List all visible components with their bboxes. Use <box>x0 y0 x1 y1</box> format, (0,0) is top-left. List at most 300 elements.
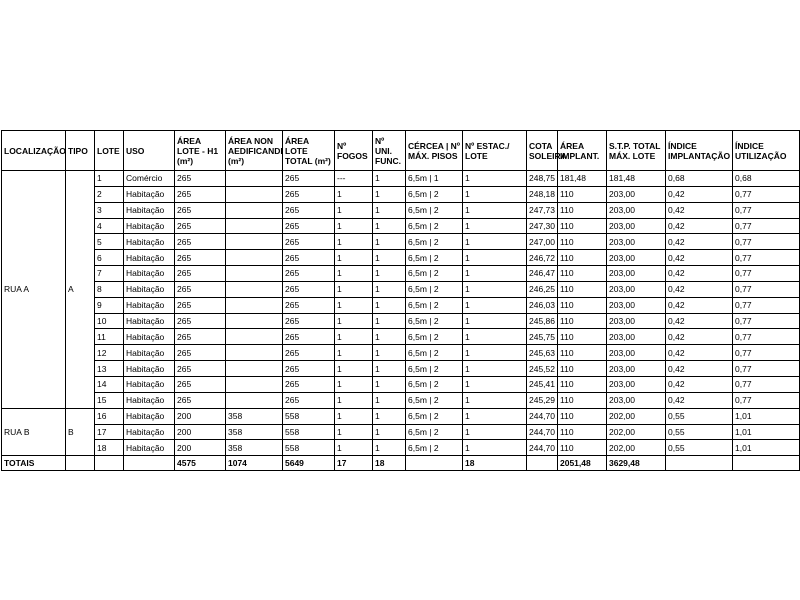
table-cell: 1 <box>373 313 406 329</box>
table-cell <box>226 250 283 266</box>
table-cell: 0,42 <box>666 297 733 313</box>
table-cell: 110 <box>558 218 607 234</box>
table-cell: 6,5m | 2 <box>406 234 463 250</box>
table-cell: 18 <box>95 440 124 456</box>
table-cell: 6,5m | 2 <box>406 218 463 234</box>
table-cell: 245,63 <box>527 345 558 361</box>
table-cell: 203,00 <box>607 361 666 377</box>
table-cell: 6,5m | 2 <box>406 392 463 408</box>
table-cell: 1 <box>335 440 373 456</box>
table-cell: 0,42 <box>666 329 733 345</box>
table-cell: 13 <box>95 361 124 377</box>
table-cell: 11 <box>95 329 124 345</box>
table-cell: 248,75 <box>527 171 558 187</box>
table-cell: 12 <box>95 345 124 361</box>
table-cell: 1 <box>463 424 527 440</box>
table-cell: 6 <box>95 250 124 266</box>
column-header: COTA SOLEIRA <box>527 131 558 171</box>
table-cell: 7 <box>95 266 124 282</box>
table-cell: 110 <box>558 424 607 440</box>
table-cell: 246,47 <box>527 266 558 282</box>
tipo-cell: A <box>66 171 95 409</box>
table-cell: 1 <box>463 250 527 266</box>
table-cell: 1 <box>373 329 406 345</box>
table-cell: 558 <box>283 424 335 440</box>
totals-cell: 4575 <box>175 456 226 471</box>
table-cell: 247,73 <box>527 202 558 218</box>
table-cell: 1 <box>373 345 406 361</box>
table-cell: 17 <box>95 424 124 440</box>
table-cell: 203,00 <box>607 234 666 250</box>
table-cell: 6,5m | 2 <box>406 202 463 218</box>
table-cell: Habitação <box>124 218 175 234</box>
localizacao-cell: RUA A <box>2 171 66 409</box>
table-row <box>2 361 800 377</box>
table-cell: 265 <box>175 234 226 250</box>
table-cell: 1 <box>335 361 373 377</box>
totals-cell: 2051,48 <box>558 456 607 471</box>
table-cell: 1 <box>373 408 406 424</box>
table-cell <box>226 266 283 282</box>
table-cell: 1 <box>463 281 527 297</box>
totals-cell: 17 <box>335 456 373 471</box>
table-cell: 0,77 <box>733 281 800 297</box>
table-cell: 244,70 <box>527 440 558 456</box>
table-cell: 203,00 <box>607 250 666 266</box>
table-cell: 110 <box>558 281 607 297</box>
table-cell: 265 <box>175 202 226 218</box>
totals-cell <box>733 456 800 471</box>
table-cell: 6,5m | 2 <box>406 297 463 313</box>
table-cell: 2 <box>95 186 124 202</box>
table-cell: 16 <box>95 408 124 424</box>
column-header: Nº ESTAC./ LOTE <box>463 131 527 171</box>
table-cell: 1 <box>335 218 373 234</box>
totals-cell <box>666 456 733 471</box>
table-cell: 1 <box>335 202 373 218</box>
column-header: ÁREA IMPLANT. <box>558 131 607 171</box>
table-cell: 203,00 <box>607 297 666 313</box>
table-cell: 265 <box>283 266 335 282</box>
table-cell: 5 <box>95 234 124 250</box>
table-cell: 265 <box>175 313 226 329</box>
table-row <box>2 250 800 266</box>
table-cell: 0,68 <box>666 171 733 187</box>
table-cell: 110 <box>558 266 607 282</box>
table-cell: 0,77 <box>733 186 800 202</box>
table-cell: --- <box>335 171 373 187</box>
table-cell <box>226 376 283 392</box>
table-row <box>2 266 800 282</box>
column-header: LOCALIZAÇÃO <box>2 131 66 171</box>
table-cell: 1 <box>373 376 406 392</box>
table-cell: 248,18 <box>527 186 558 202</box>
table-cell: 1 <box>335 250 373 266</box>
table-cell: 1 <box>373 297 406 313</box>
table-cell: 265 <box>175 171 226 187</box>
totals-row <box>2 456 800 471</box>
table-cell: Habitação <box>124 345 175 361</box>
table-cell: 1 <box>335 392 373 408</box>
table-cell: 265 <box>283 281 335 297</box>
table-cell <box>226 171 283 187</box>
table-cell: 1 <box>373 440 406 456</box>
table-cell: 558 <box>283 408 335 424</box>
table-row <box>2 424 800 440</box>
table-row <box>2 202 800 218</box>
totals-cell <box>124 456 175 471</box>
table-cell: 110 <box>558 440 607 456</box>
table-cell: 1 <box>335 424 373 440</box>
table-cell <box>226 186 283 202</box>
table-row <box>2 234 800 250</box>
table-cell: 265 <box>283 345 335 361</box>
table-cell: 6,5m | 2 <box>406 329 463 345</box>
table-body <box>2 171 800 471</box>
table-cell: Habitação <box>124 361 175 377</box>
table-cell: 203,00 <box>607 281 666 297</box>
table-cell: 202,00 <box>607 424 666 440</box>
table-row <box>2 345 800 361</box>
table-cell: 1 <box>463 218 527 234</box>
table-cell: 0,77 <box>733 313 800 329</box>
table-cell: 1 <box>335 408 373 424</box>
table-cell: 0,42 <box>666 234 733 250</box>
table-cell: 10 <box>95 313 124 329</box>
table-cell: 1 <box>335 345 373 361</box>
table-cell: 200 <box>175 408 226 424</box>
table-cell: 6,5m | 2 <box>406 440 463 456</box>
table-cell: 0,55 <box>666 424 733 440</box>
table-cell: 203,00 <box>607 329 666 345</box>
table-cell: 4 <box>95 218 124 234</box>
table-cell: Habitação <box>124 329 175 345</box>
table-cell: 110 <box>558 392 607 408</box>
table-cell: 0,77 <box>733 329 800 345</box>
table-cell: 265 <box>283 250 335 266</box>
table-cell: 200 <box>175 424 226 440</box>
table-cell: 265 <box>175 186 226 202</box>
table-cell: 1 <box>335 266 373 282</box>
column-header: ÍNDICE UTILIZAÇÃO <box>733 131 800 171</box>
table-cell <box>226 361 283 377</box>
totals-cell <box>95 456 124 471</box>
table-cell: 0,42 <box>666 202 733 218</box>
table-cell: 265 <box>283 234 335 250</box>
table-cell <box>226 218 283 234</box>
table-cell: 1 <box>463 392 527 408</box>
table-cell: 1 <box>335 376 373 392</box>
table-cell <box>226 281 283 297</box>
table-cell: 1 <box>373 186 406 202</box>
table-cell: 358 <box>226 408 283 424</box>
table-cell <box>226 345 283 361</box>
table-row <box>2 297 800 313</box>
table-cell: 203,00 <box>607 202 666 218</box>
header-row <box>2 131 800 171</box>
table-cell: 1 <box>373 250 406 266</box>
table-cell: Habitação <box>124 250 175 266</box>
table-cell: 0,77 <box>733 297 800 313</box>
table-cell: 358 <box>226 424 283 440</box>
table-cell: Habitação <box>124 408 175 424</box>
table-cell: Habitação <box>124 440 175 456</box>
table-cell: 110 <box>558 186 607 202</box>
table-row <box>2 392 800 408</box>
table-cell <box>226 234 283 250</box>
table-cell: 1,01 <box>733 440 800 456</box>
table-cell: 110 <box>558 202 607 218</box>
table-cell: 110 <box>558 250 607 266</box>
table-cell: 0,42 <box>666 361 733 377</box>
tipo-cell: B <box>66 408 95 456</box>
column-header: ÍNDICE IMPLANTAÇÃO <box>666 131 733 171</box>
table-cell: 1 <box>463 440 527 456</box>
table-cell: 1 <box>373 218 406 234</box>
table-cell: 1 <box>463 297 527 313</box>
table-cell: 0,42 <box>666 392 733 408</box>
table-cell: Habitação <box>124 234 175 250</box>
table-cell: 1 <box>463 408 527 424</box>
table-cell: 110 <box>558 329 607 345</box>
table-cell: 0,42 <box>666 345 733 361</box>
table-cell: 0,77 <box>733 376 800 392</box>
table-cell: 1 <box>373 171 406 187</box>
table-cell: 110 <box>558 234 607 250</box>
table-cell: 247,00 <box>527 234 558 250</box>
table-cell: 265 <box>175 329 226 345</box>
table-cell: 203,00 <box>607 186 666 202</box>
table-cell: 6,5m | 2 <box>406 361 463 377</box>
table-cell: 0,77 <box>733 266 800 282</box>
table-cell: 245,75 <box>527 329 558 345</box>
table-cell: 245,52 <box>527 361 558 377</box>
table-cell: 0,42 <box>666 266 733 282</box>
table-row <box>2 186 800 202</box>
column-header: ÁREA NON AEDIFICANDI (m²) <box>226 131 283 171</box>
table-cell: 265 <box>283 392 335 408</box>
table-cell: 202,00 <box>607 408 666 424</box>
table-cell: 1,01 <box>733 408 800 424</box>
table-cell: 244,70 <box>527 408 558 424</box>
table-cell: 265 <box>175 345 226 361</box>
table-cell: 558 <box>283 440 335 456</box>
column-header: TIPO <box>66 131 95 171</box>
table-cell: 265 <box>283 171 335 187</box>
table-cell: 0,77 <box>733 234 800 250</box>
totals-cell <box>527 456 558 471</box>
table-cell: 1 <box>335 234 373 250</box>
table-cell: 200 <box>175 440 226 456</box>
table-cell: 1 <box>463 186 527 202</box>
table-cell: 1 <box>373 361 406 377</box>
table-cell: 245,41 <box>527 376 558 392</box>
column-header: USO <box>124 131 175 171</box>
table-cell: 1 <box>335 186 373 202</box>
table-cell: 265 <box>175 297 226 313</box>
table-cell: 203,00 <box>607 345 666 361</box>
table-row <box>2 440 800 456</box>
table-cell: 0,42 <box>666 218 733 234</box>
table-cell: 265 <box>175 250 226 266</box>
table-cell: 0,42 <box>666 250 733 266</box>
table-cell: 265 <box>283 376 335 392</box>
totals-cell <box>66 456 95 471</box>
table-row <box>2 313 800 329</box>
table-cell: 203,00 <box>607 218 666 234</box>
column-header: S.T.P. TOTAL MÁX. LOTE <box>607 131 666 171</box>
table-cell <box>226 329 283 345</box>
table-cell: 265 <box>175 266 226 282</box>
table-cell: 1 <box>463 361 527 377</box>
table-cell: 1 <box>335 329 373 345</box>
table-cell: 1 <box>95 171 124 187</box>
table-cell: 265 <box>283 329 335 345</box>
totals-cell: 3629,48 <box>607 456 666 471</box>
table-cell: 203,00 <box>607 313 666 329</box>
table-cell: Habitação <box>124 424 175 440</box>
table-cell: 1 <box>463 171 527 187</box>
table-cell: 6,5m | 2 <box>406 313 463 329</box>
table-cell: 1 <box>373 266 406 282</box>
table-cell: Habitação <box>124 266 175 282</box>
table-cell: Habitação <box>124 202 175 218</box>
table-cell: 0,42 <box>666 313 733 329</box>
table-cell: 265 <box>283 313 335 329</box>
table-cell: 0,77 <box>733 345 800 361</box>
table-cell: 6,5m | 2 <box>406 408 463 424</box>
table-cell: 1 <box>335 313 373 329</box>
table-cell: 110 <box>558 408 607 424</box>
table-cell: 265 <box>283 297 335 313</box>
table-cell: 1 <box>373 234 406 250</box>
table-cell: 265 <box>175 218 226 234</box>
table-cell: 0,77 <box>733 202 800 218</box>
column-header: Nº FOGOS <box>335 131 373 171</box>
table-cell <box>226 313 283 329</box>
table-cell: 265 <box>283 218 335 234</box>
table-cell: 265 <box>175 392 226 408</box>
table-cell: 110 <box>558 313 607 329</box>
table-row <box>2 408 800 424</box>
table-cell: 358 <box>226 440 283 456</box>
table-cell: 1 <box>335 297 373 313</box>
table-cell: 1 <box>463 329 527 345</box>
table-cell: 265 <box>283 361 335 377</box>
table-cell: 1 <box>463 202 527 218</box>
table-cell: 247,30 <box>527 218 558 234</box>
table-row <box>2 218 800 234</box>
table-cell: 6,5m | 2 <box>406 281 463 297</box>
table-cell: 6,5m | 2 <box>406 250 463 266</box>
table-cell: Comércio <box>124 171 175 187</box>
table-cell: 9 <box>95 297 124 313</box>
table-cell: 8 <box>95 281 124 297</box>
table-cell <box>226 202 283 218</box>
table-row <box>2 171 800 187</box>
table-cell: 0,77 <box>733 361 800 377</box>
table-cell: 246,25 <box>527 281 558 297</box>
table-cell: 265 <box>175 361 226 377</box>
table-cell: 265 <box>283 202 335 218</box>
table-cell: 6,5m | 2 <box>406 266 463 282</box>
table-row <box>2 376 800 392</box>
table-cell: 0,68 <box>733 171 800 187</box>
localizacao-cell: RUA B <box>2 408 66 456</box>
table-cell: 1 <box>373 202 406 218</box>
table-cell: 1 <box>463 376 527 392</box>
table-cell: 1 <box>373 281 406 297</box>
table-cell <box>226 297 283 313</box>
table-cell: 245,29 <box>527 392 558 408</box>
table-cell: Habitação <box>124 186 175 202</box>
totals-cell: 18 <box>373 456 406 471</box>
table-cell: 245,86 <box>527 313 558 329</box>
table-cell: 244,70 <box>527 424 558 440</box>
table-cell: 0,77 <box>733 392 800 408</box>
table-row <box>2 329 800 345</box>
column-header: LOTE <box>95 131 124 171</box>
table-cell: 0,42 <box>666 281 733 297</box>
table-cell: 1 <box>463 234 527 250</box>
table-cell: 0,55 <box>666 408 733 424</box>
table-cell: 181,48 <box>558 171 607 187</box>
column-header: ÁREA LOTE TOTAL (m²) <box>283 131 335 171</box>
totals-label: TOTAIS <box>2 456 66 471</box>
table-cell: Habitação <box>124 297 175 313</box>
column-header: ÁREA LOTE - H1 (m²) <box>175 131 226 171</box>
table-cell: Habitação <box>124 392 175 408</box>
totals-cell: 5649 <box>283 456 335 471</box>
table-cell: 110 <box>558 376 607 392</box>
table-cell: Habitação <box>124 313 175 329</box>
table-cell: 110 <box>558 361 607 377</box>
table-cell: 265 <box>175 376 226 392</box>
table-cell: 110 <box>558 345 607 361</box>
totals-cell: 1074 <box>226 456 283 471</box>
table-cell: 181,48 <box>607 171 666 187</box>
table-cell <box>226 392 283 408</box>
table-cell: 6,5m | 2 <box>406 376 463 392</box>
table-cell: 202,00 <box>607 440 666 456</box>
table-cell: 6,5m | 2 <box>406 345 463 361</box>
table-cell: 0,77 <box>733 250 800 266</box>
table-cell: 1 <box>335 281 373 297</box>
table-cell: 265 <box>283 186 335 202</box>
table-cell: 6,5m | 1 <box>406 171 463 187</box>
table-cell: 14 <box>95 376 124 392</box>
table-cell: 1 <box>373 392 406 408</box>
table-cell: 246,72 <box>527 250 558 266</box>
totals-cell: 18 <box>463 456 527 471</box>
table-cell: 1 <box>463 266 527 282</box>
table-cell: 1 <box>463 313 527 329</box>
table-cell: 246,03 <box>527 297 558 313</box>
table-cell: 1 <box>463 345 527 361</box>
table-cell: 0,55 <box>666 440 733 456</box>
totals-cell <box>406 456 463 471</box>
table-cell: 203,00 <box>607 376 666 392</box>
table-cell: 1 <box>373 424 406 440</box>
table-cell: 110 <box>558 297 607 313</box>
table-cell: Habitação <box>124 376 175 392</box>
table-cell: 0,77 <box>733 218 800 234</box>
table-cell: 15 <box>95 392 124 408</box>
table-cell: 6,5m | 2 <box>406 424 463 440</box>
table-cell: 203,00 <box>607 266 666 282</box>
table-cell: 0,42 <box>666 376 733 392</box>
table-cell: 203,00 <box>607 392 666 408</box>
